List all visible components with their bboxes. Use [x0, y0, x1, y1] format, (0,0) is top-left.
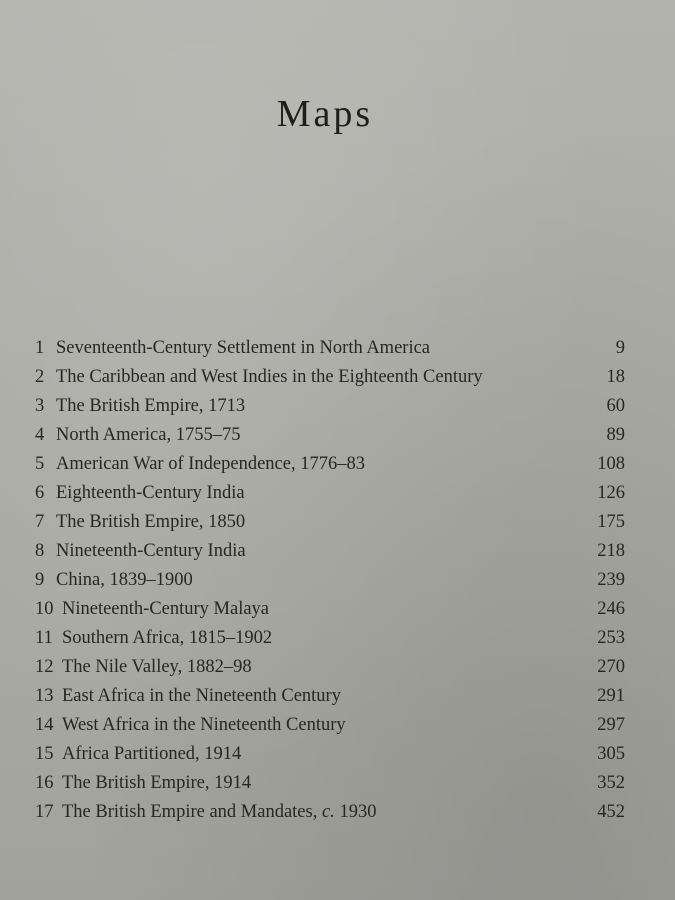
page-number: 108 — [597, 454, 625, 474]
map-title: Eighteenth-Century India — [56, 483, 245, 503]
page-number: 352 — [597, 773, 625, 793]
list-item — [35, 392, 625, 421]
list-item — [35, 653, 625, 682]
map-number: 1 — [35, 338, 45, 358]
list-item — [35, 479, 625, 508]
map-number: 2 — [35, 367, 45, 387]
page-number: 270 — [597, 657, 625, 677]
map-number: 13 — [35, 686, 54, 706]
page-number: 239 — [597, 570, 625, 590]
page-title: Maps — [276, 93, 374, 135]
page-number: 18 — [606, 367, 625, 387]
map-number: 14 — [35, 715, 54, 735]
page-number: 89 — [606, 425, 625, 445]
list-item — [35, 769, 625, 798]
map-number: 17 — [35, 802, 54, 822]
map-title: Nineteenth-Century Malaya — [62, 599, 270, 619]
map-number: 10 — [35, 599, 54, 619]
map-title: The Caribbean and West Indies in the Eighteenth Century — [56, 367, 483, 387]
map-number: 8 — [35, 541, 45, 561]
list-item — [35, 363, 625, 392]
map-title — [62, 798, 376, 827]
map-number: 11 — [35, 628, 53, 648]
map-title: East Africa in the Nineteenth Century — [62, 686, 341, 706]
map-title: China, 1839–1900 — [56, 570, 193, 590]
page-number: 218 — [597, 541, 625, 561]
list-item — [35, 798, 625, 827]
map-title: Nineteenth-Century India — [56, 541, 246, 561]
map-number: 4 — [35, 425, 45, 445]
page-number: 126 — [597, 483, 625, 503]
page-number: 9 — [615, 338, 625, 358]
map-title: West Africa in the Nineteenth Century — [62, 715, 346, 735]
map-title-italic: c. — [321, 802, 335, 822]
list-item — [35, 508, 625, 537]
map-title: North America, 1755–75 — [56, 425, 241, 445]
map-title-prefix: The British Empire and Mandates, — [62, 802, 322, 822]
map-title: The British Empire, 1914 — [62, 773, 252, 793]
list-item — [35, 740, 625, 769]
page-number: 253 — [597, 628, 625, 648]
map-title: The British Empire, 1850 — [56, 512, 246, 532]
map-title: American War of Independence, 1776–83 — [56, 454, 365, 474]
map-number: 7 — [35, 512, 45, 532]
list-item — [35, 682, 625, 711]
map-number: 15 — [35, 744, 54, 764]
list-item — [35, 624, 625, 653]
map-title: Seventeenth-Century Settlement in North America — [56, 338, 431, 358]
list-item — [35, 566, 625, 595]
page-number: 305 — [597, 744, 625, 764]
list-item — [35, 334, 625, 363]
map-number: 12 — [35, 657, 54, 677]
map-number: 5 — [35, 454, 45, 474]
map-title: The British Empire, 1713 — [56, 396, 246, 416]
map-title-suffix: 1930 — [334, 802, 377, 822]
page-number: 246 — [597, 599, 625, 619]
maps-list — [35, 334, 625, 827]
map-number: 16 — [35, 773, 54, 793]
map-title: Southern Africa, 1815–1902 — [62, 628, 273, 648]
page-number: 291 — [597, 686, 625, 706]
list-item — [35, 595, 625, 624]
page-number: 175 — [597, 512, 625, 532]
list-item — [35, 711, 625, 740]
map-title: Africa Partitioned, 1914 — [62, 744, 242, 764]
map-number: 3 — [35, 396, 45, 416]
page-number: 452 — [597, 802, 625, 822]
list-item — [35, 537, 625, 566]
map-title: The Nile Valley, 1882–98 — [62, 657, 252, 677]
map-number: 9 — [35, 570, 45, 590]
page-number: 60 — [606, 396, 625, 416]
list-item — [35, 421, 625, 450]
page-number: 297 — [597, 715, 625, 735]
list-item — [35, 450, 625, 479]
map-number: 6 — [35, 483, 45, 503]
